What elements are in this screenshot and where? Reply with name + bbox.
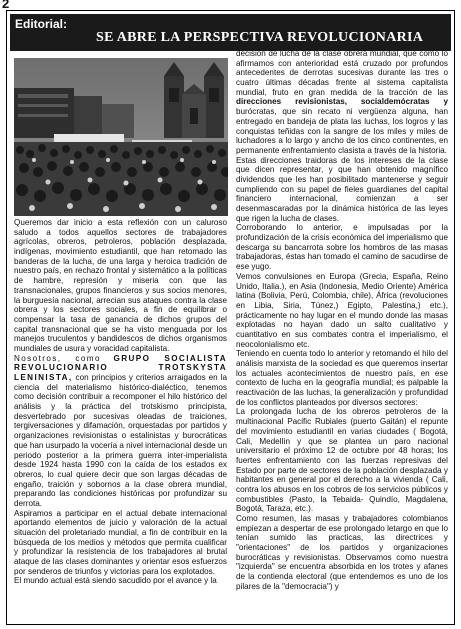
- right-column: [236, 49, 448, 592]
- right-paragraph-4: Vemos convulsiones en Europa (Grecia, España, Reino Unido, Italia.), en Asia (Indonesia, Medio Oriente) América latina (Bolivia, Perú, Colombia, chile), África (revoluciones en Libia, Siria, Túnez,) Egipto, Palestina,) etc.), prácticamente no hay lugar en el mundo donde las masas explotadas no hayan dado un salto cualitativo y cuantitativo en sus combates contra el imperialismo, el neocolonialismo etc.: [236, 271, 448, 349]
- right-paragraph-1-b: burócratas, que sin recato ni vergüenza alguna, han entregado en bandeja de plata las luchas, los logros y las conquistas teñidas con la sangre de los miles y miles de luchadores a lo largo y ancho de los cinco continentes, en permanente enfrentamiento clasista a través de la historia.: [236, 107, 448, 155]
- headline: SE ABRE LA PERSPECTIVA REVOLUCIONARIA: [96, 30, 424, 45]
- left-paragraph-2-lead: Nosotros, como: [14, 353, 101, 363]
- right-paragraph-6: La prolongada lucha de los obreros petroleros de la multinacional Pacific Rubiales (puerto Gaitán) el repunte del movimiento estudiantil en varias ciudades ( Bogotá, Cali, Medellín y que se plantea un paro nacional universitario el próximo 12 de octubre por 48 horas; los fuertes enfrentamiento con las fuerzas represivas del Estado por parte de sectores de la población desplazada y habitantes en general por el derecho a la vivienda ( Cali, contra los abusos en los cobros de los servicios públicos y combustibles (Pasto, la Tebaida- Quindío, Magdalena, Bogotá, Taraza, etc.).: [236, 407, 448, 514]
- org-name: GRUPO SOCIALISTA REVOLUCIONARIO TROTSKYSTA LENINISTA,: [14, 353, 227, 382]
- right-paragraph-1: [236, 49, 448, 156]
- left-paragraph-1: Queremos dar inicio a esta reflexión con un caluroso saludo a todos aquellos sectores de trabajadores agrícolas, obreros, petroleros, población desplazada, indígenas, movimiento estudiantil, que han retomado las banderas de la lucha, de una larga y heroica tradición de nuestro país, en rechazo frontal y sistemático a la políticas de hambre, represión y miseria con que las transnacionales, grupos financieros y sus socios menores, la burguesía nacional, arrecian sus ataques contra la clase obrera y los sectores sociales, a fin de equilibrar o compensar la tasa de ganancia de dichos grupos del capital transnacional que se ha visto menguada por los manejos truculentos y bandidescos de dichos organismos mundiales de usura y voracidad capitalista.: [14, 218, 227, 353]
- right-paragraph-1-bold: direcciones revisionistas, socialdemócratas y: [236, 97, 448, 107]
- right-paragraph-1-a: decisión de lucha de la clase obrera mundial, que como lo afirmamos con anterioridad está cruzado por profundos antecedentes de derrotas sucesivas durante las tres o cuatro últimas décadas frente al sistema capitalista mundial, fruto en gran medida de la tracción de las: [236, 49, 448, 97]
- right-paragraph-2: Estas direcciones traidoras de los intereses de la clase que dicen representar, y que han obtenido magnífico dividendos que les han posibilitado mantenerse y seguir cumpliendo con su papel de fieles guardianes del capital financiero internacional, comienzan a ser desenmascaradas por la dinámica histórica de las leyes que rigen la lucha de clases.: [236, 155, 448, 223]
- left-paragraph-3: Aspiramos a participar en el actual debate internacional aportando elementos de juicio y valoración de la actual situación del proletariado mundial, a fin de contribuir en la búsqueda de los medios y métodos que permita cualificar y profundizar la resistencia de los trabajadores al brutal ataque de las clases dominantes y orientar esos esfuerzos por senderos de triunfos y victorias para los explotados.: [14, 508, 227, 576]
- protest-photo: [14, 58, 228, 216]
- section-label: Editorial:: [15, 17, 68, 31]
- left-paragraph-2-rest: con principios y criterios arraigados en la ciencia del materialismo histórico-dialéctico, tenemos como decisión contribuir a recomponer el hilo histórico del análisis y la práctica del trotskismo principista, desvertebrado por sucesivas oleadas de traiciones, tergiversaciones y difamación, orquestadas por partidos y organizaciones revisionistas o estalinistas y burocráticas que han usurpado la vocería a nivel internacional desde un periodo posterior a la primera guerra inter-imperialista desde 1924 hasta 1990 con la caída de los estados ex obreros, lo cual quiere decir que son largas décadas de engaño, traición y sobornos a la clase obrera mundial, preparando las condiciones históricas por profundizar su derrota.: [14, 373, 227, 508]
- right-paragraph-7: Como resumen, las masas y trabajadores colombianos empiezan a despertar de ese prolongado letargo en que lo tenían sumido las practicas, las directrices y "orientaciones" de los partidos y organizaciones burocráticas y revisionistas. Observamos como nuestra "izquierda" se encuentra absorbida en los trotes y afanes de la contienda electoral (que entendemos es uno de los pilares de la "democracia") y: [236, 514, 448, 591]
- left-paragraph-2: [14, 354, 227, 509]
- right-paragraph-3: Corroborando lo anterior, e impulsadas por la profundización de la crisis económica del imperialismo que descarga su bancarrota sobre los hombros de las masas trabajadoras, éstas han tomado el camino de sacudirse de ese yugo.: [236, 223, 448, 272]
- right-paragraph-5: Teniendo en cuenta todo lo anterior y retomando el hilo del análisis marxista de la sociedad es que queremos insertar los actuales acontecimientos de nuestro país, en ese contexto de lucha en la geografía mundial; es palpable la reactivación de las luchas, la generalización y profundidad de los conflictos planteados por diversos sectores:: [236, 349, 448, 407]
- left-paragraph-4: El mundo actual está siendo sacudido por el avance y la: [14, 576, 217, 586]
- left-column: [14, 218, 227, 586]
- page-number: 2: [2, 0, 10, 11]
- protest-photo-illustration: [14, 58, 228, 216]
